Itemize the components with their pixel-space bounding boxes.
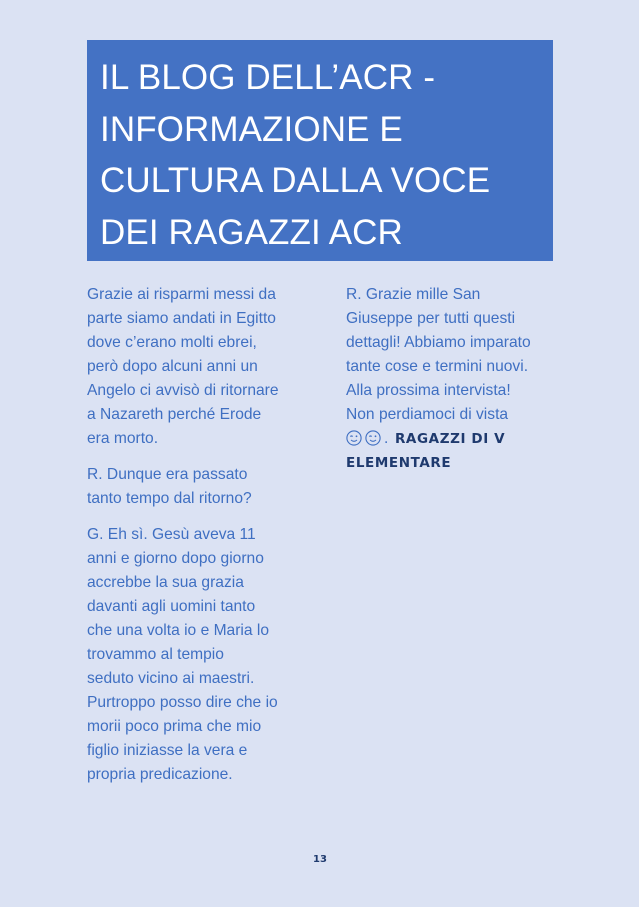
text-line: Giuseppe per tutti questi — [346, 310, 516, 327]
title-line: DEI RAGAZZI ACR — [100, 212, 403, 252]
text-line: però dopo alcuni anni un — [87, 358, 258, 375]
right-text-column — [346, 283, 576, 487]
text-line: R. Dunque era passato — [87, 466, 248, 483]
paragraph-escape-to-egypt — [87, 283, 312, 451]
text-line: Non perdiamoci di vista — [346, 406, 509, 423]
text-line: anni e giorno dopo giorno — [87, 550, 264, 567]
title-line: INFORMAZIONE E — [100, 109, 403, 149]
paragraph-answer — [87, 523, 312, 787]
text-line: Grazie ai risparmi messi da — [87, 286, 276, 303]
signature-line — [346, 427, 576, 451]
title-banner — [87, 40, 553, 261]
text-line: accrebbe la sua grazia — [87, 574, 244, 591]
text-line: G. Eh sì. Gesù aveva 11 — [87, 526, 256, 543]
winking-face-icon — [365, 430, 381, 446]
text-line: dove c’erano molti ebrei, — [87, 334, 257, 351]
signature-line: ELEMENTARE — [346, 455, 452, 471]
winking-face-icon — [346, 430, 362, 446]
title-line: IL BLOG DELL’ACR - — [100, 58, 436, 97]
text-line: morii poco prima che mio — [87, 718, 262, 735]
text-line: Purtroppo posso dire che io — [87, 694, 278, 711]
text-line: a Nazareth perché Erode — [87, 406, 262, 423]
text-line: figlio iniziasse la vera e — [87, 742, 248, 759]
title-line: CULTURA DALLA VOCE — [100, 161, 491, 200]
paragraph-question — [87, 463, 312, 511]
signature-separator: . — [384, 430, 389, 447]
text-line: dettagli! Abbiamo imparato — [346, 334, 531, 351]
signature-text: RAGAZZI DI V — [394, 431, 506, 447]
text-line: R. Grazie mille San — [346, 286, 481, 303]
page-number: 13 — [313, 854, 327, 865]
text-line: Alla prossima intervista! — [346, 382, 511, 399]
text-line: trovammo al tempio — [87, 646, 224, 663]
text-line: seduto vicino ai maestri. — [87, 670, 255, 687]
text-line: tante cose e termini nuovi. — [346, 358, 529, 375]
text-line: propria predicazione. — [87, 766, 233, 783]
paragraph-closing — [346, 283, 576, 475]
text-line: che una volta io e Maria lo — [87, 622, 270, 639]
left-text-column — [87, 283, 312, 799]
text-line: Angelo ci avvisò di ritornare — [87, 382, 279, 399]
text-line: davanti agli uomini tanto — [87, 598, 256, 615]
text-line: era morto. — [87, 430, 159, 447]
text-line: tanto tempo dal ritorno? — [87, 490, 252, 507]
text-line: parte siamo andati in Egitto — [87, 310, 276, 327]
